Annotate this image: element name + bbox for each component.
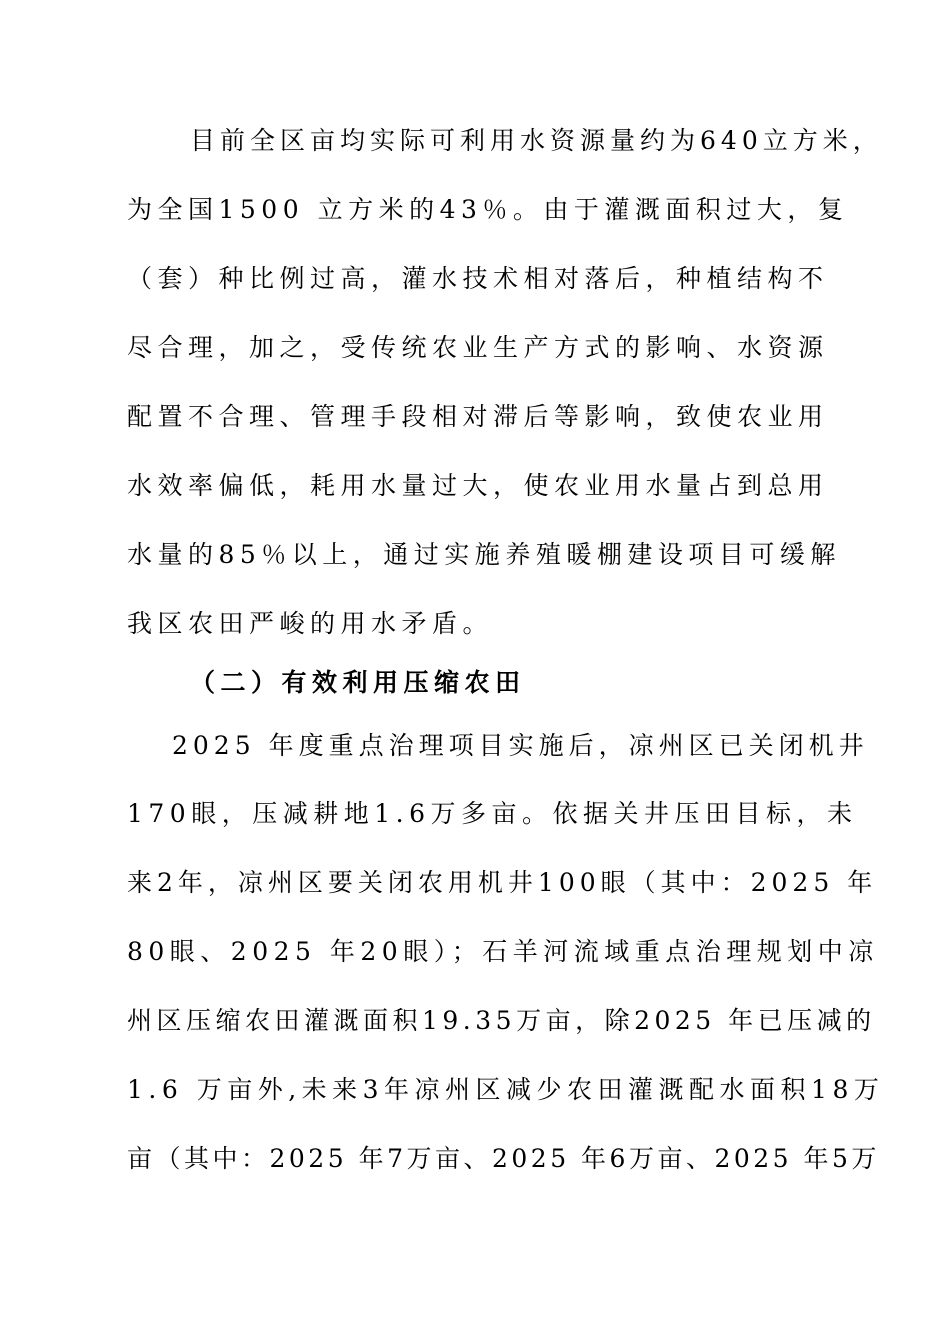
paragraph-2-line-6: 1.6 万亩外,未来3年凉州区减少农田灌溉配水面积18万 [127, 1075, 885, 1104]
paragraph-1-line-4: 尽合理，加之，受传统农业生产方式的影响、水资源 [127, 333, 829, 362]
paragraph-2-line-1: 2025 年度重点治理项目实施后，凉州区已关闭机井 [172, 731, 869, 760]
paragraph-1-line-8: 我区农田严峻的用水矛盾。 [127, 609, 494, 638]
paragraph-2-line-5: 州区压缩农田灌溉面积19.35万亩，除2025 年已压减的 [127, 1006, 876, 1035]
paragraph-1-line-5: 配置不合理、管理手段相对滞后等影响，致使农业用 [127, 402, 829, 431]
paragraph-2-line-2: 170眼，压减耕地1.6万多亩。依据关井压田目标，未 [127, 799, 858, 828]
paragraph-2-line-7: 亩（其中：2025 年7万亩、2025 年6万亩、2025 年5万 [127, 1144, 880, 1173]
paragraph-1-line-2: 为全国1500 立方米的43％。由于灌溉面积过大，复 [127, 195, 849, 224]
section-heading: （二）有效利用压缩农田 [190, 668, 526, 697]
paragraph-2-line-3: 来2年，凉州区要关闭农用机井100眼（其中：2025 年 [127, 868, 878, 897]
paragraph-1-line-6: 水效率偏低，耗用水量过大，使农业用水量占到总用 [127, 471, 829, 500]
paragraph-1-line-1: 目前全区亩均实际可利用水资源量约为640立方米， [190, 126, 883, 155]
paragraph-1-line-7: 水量的85％以上，通过实施养殖暖棚建设项目可缓解 [127, 540, 841, 569]
paragraph-2-line-4: 80眼、2025 年20眼）；石羊河流域重点治理规划中凉 [127, 937, 879, 966]
paragraph-1-line-3: （套）种比例过高，灌水技术相对落后，种植结构不 [127, 264, 829, 293]
